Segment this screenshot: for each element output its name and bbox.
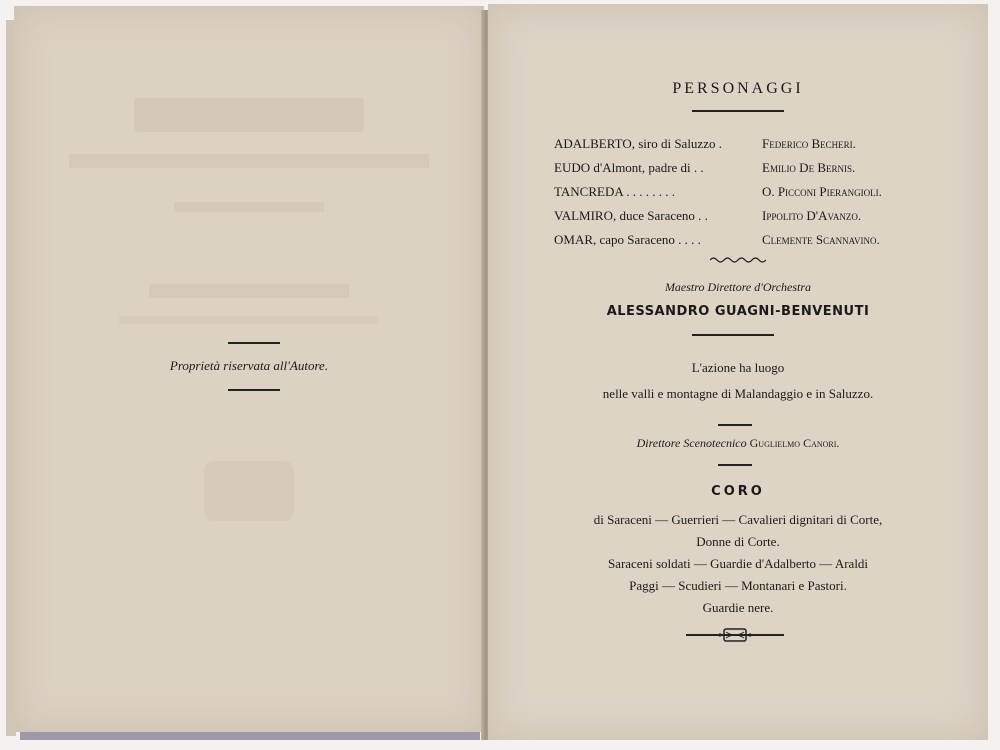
rights-notice: Proprietà riservata all'Autore. <box>169 358 329 373</box>
cast-actor: Federico Becheri. <box>762 136 856 151</box>
cast-role: EUDO d'Almont, padre di . . <box>554 160 704 175</box>
stage-director-name: Guglielmo Canori. <box>749 436 840 450</box>
chorus-line-1: di Saraceni — Guerrieri — Cavalieri dignitari di Corte, <box>593 512 883 527</box>
show-through-block-1 <box>14 98 484 132</box>
cast-role: TANCREDA . . . . . . . . <box>554 184 676 199</box>
cast-row <box>554 232 974 252</box>
show-through-block-3 <box>14 202 484 212</box>
cast-role: VALMIRO, duce Saraceno . . <box>554 208 708 223</box>
chorus-line-4: Paggi — Scudieri — Montanari e Pastori. <box>629 578 847 593</box>
chorus-line-2: Donne di Corte. <box>696 534 780 549</box>
conductor-name: ALESSANDRO GUAGNI-BENVENUTI <box>606 304 870 319</box>
cast-row <box>554 184 974 204</box>
chorus-heading: CORO <box>711 484 765 499</box>
cast-row <box>554 160 974 180</box>
ornamental-tailpiece <box>686 626 784 644</box>
stage-rule <box>718 464 752 466</box>
cast-actor: Emilio De Bernis. <box>762 160 856 175</box>
cast-actor: Ippolito D'Avanzo. <box>762 208 862 223</box>
cast-row <box>554 208 974 228</box>
show-through-block-2 <box>14 154 484 168</box>
cast-row <box>554 136 974 156</box>
setting-rule <box>718 424 752 426</box>
cast-actor: O. Picconi Pierangioli. <box>762 184 882 199</box>
conductor-label: Maestro Direttore d'Orchestra <box>664 280 812 294</box>
cast-actor: Clemente Scannavino. <box>762 232 880 247</box>
chorus-line-5: Guardie nere. <box>702 600 774 615</box>
stage-director <box>488 436 988 451</box>
bottom-rule <box>228 389 280 391</box>
heading-rule <box>692 110 784 112</box>
show-through-block-4 <box>14 284 484 298</box>
cast-role: OMAR, capo Saraceno . . . . <box>554 232 701 247</box>
show-through-block-5 <box>14 316 484 324</box>
setting-line-2: nelle valli e montagne di Malandaggio e in Saluzzo. <box>602 386 874 401</box>
top-rule <box>228 342 280 344</box>
personaggi-heading: PERSONAGGI <box>672 80 804 97</box>
right-page <box>488 4 988 740</box>
setting-line-1: L'azione ha luogo <box>691 360 785 375</box>
chorus-line-3: Saraceni soldati — Guardie d'Adalberto — Araldi <box>607 556 869 571</box>
stage-director-label: Direttore Scenotecnico <box>636 436 747 450</box>
show-through-emblem <box>14 461 484 521</box>
conductor-rule <box>692 334 774 336</box>
cast-role: ADALBERTO, siro di Saluzzo . <box>554 136 722 151</box>
left-page <box>14 6 484 732</box>
wavy-divider <box>710 256 766 264</box>
